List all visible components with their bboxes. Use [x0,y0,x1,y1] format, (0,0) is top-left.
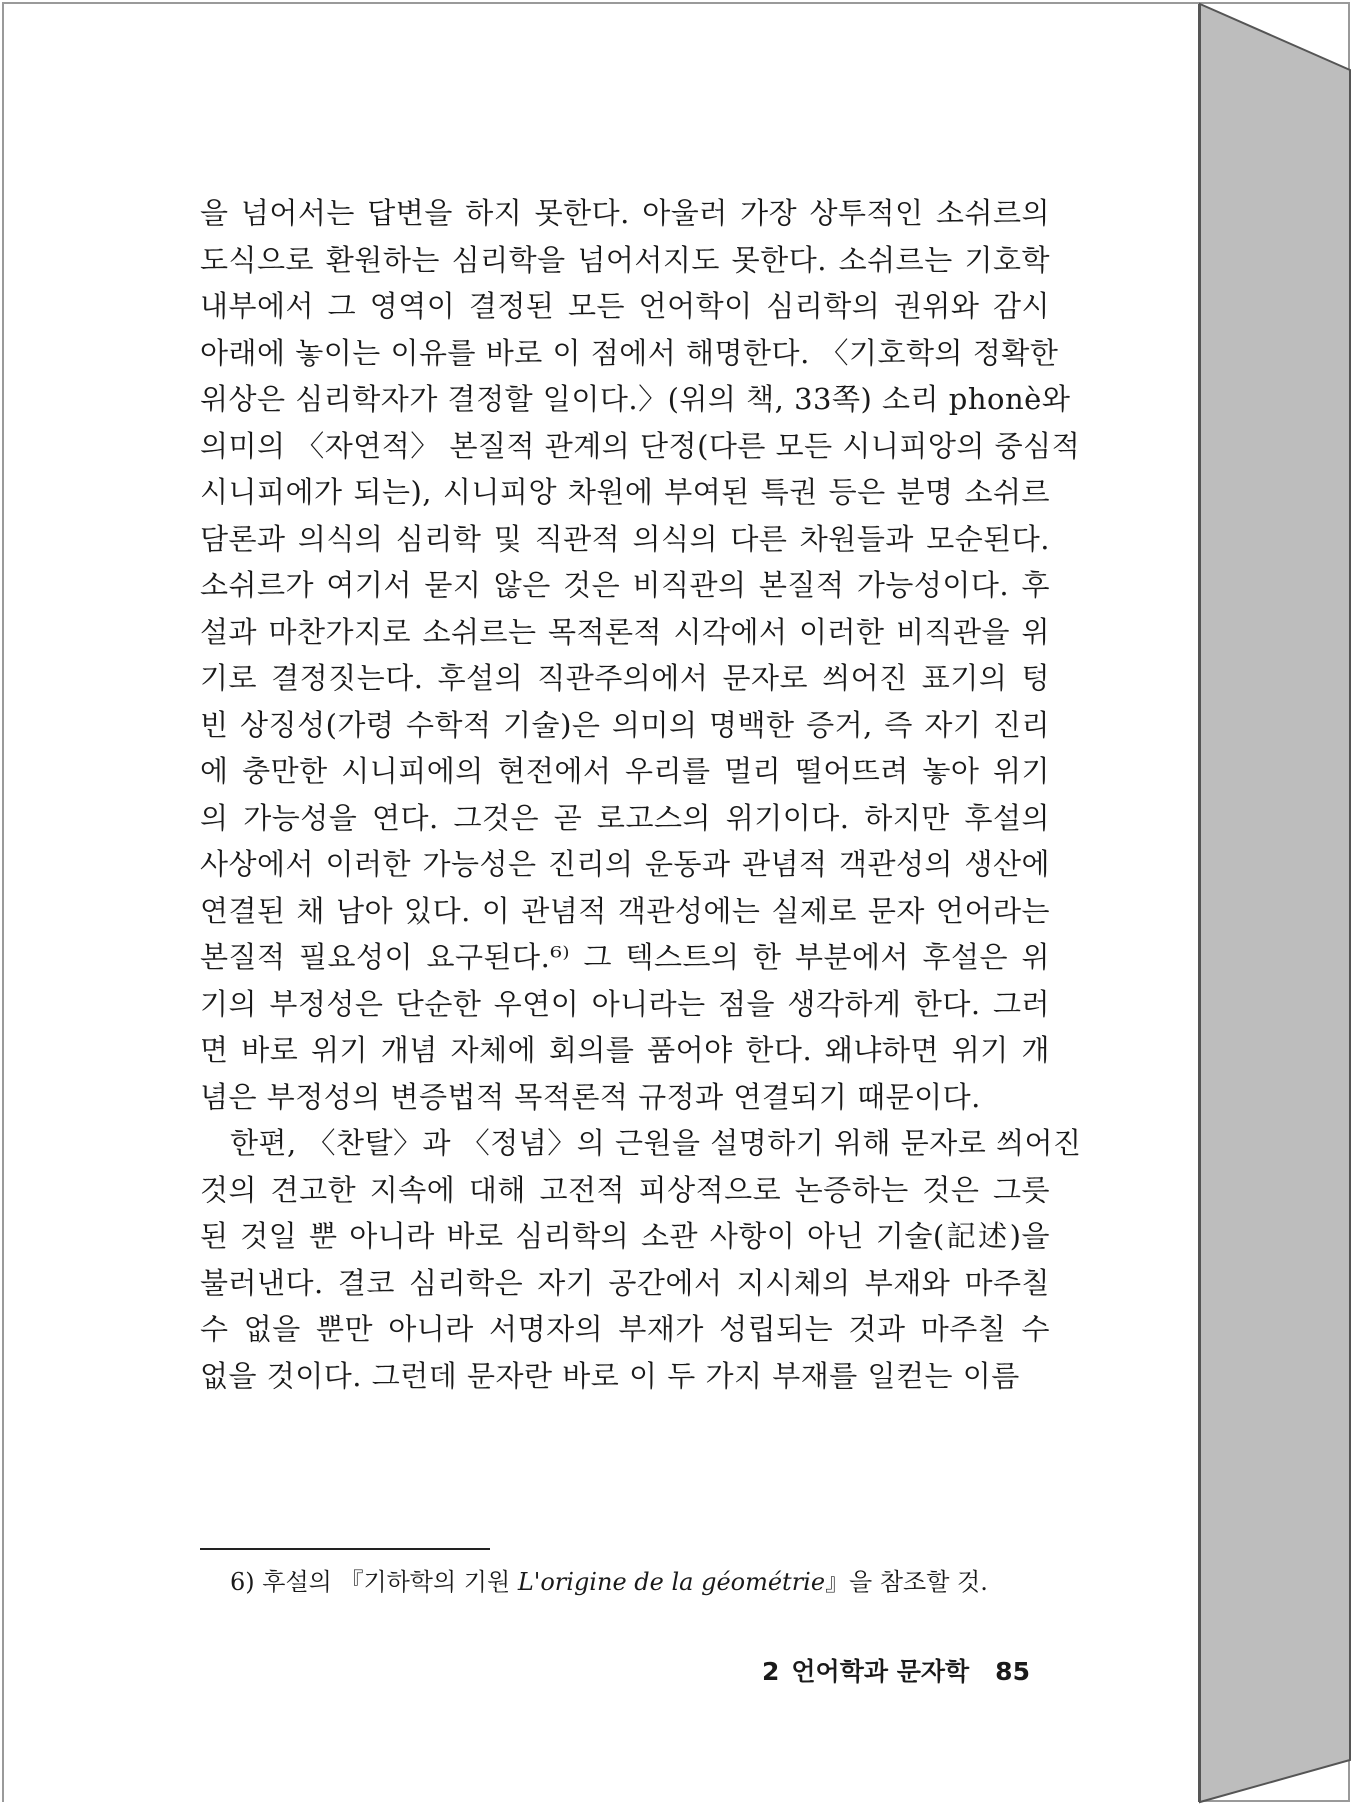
page-number: 85 [995,1657,1030,1686]
text-line: 에 충만한 시니피에의 현전에서 우리를 멀리 떨어뜨려 놓아 위기 [200,754,1050,788]
text-line: 념은 부정성의 변증법적 목적론적 규정과 연결되기 때문이다. [200,1079,981,1114]
text-line: 담론과 의식의 심리학 및 직관적 의식의 다른 차원들과 모순된다. [200,521,1050,556]
footnote [230,1562,988,1597]
text-line: 빈 상징성(가령 수학적 기술)은 의미의 명백한 증거, 즉 자기 진리 [200,707,1050,742]
text-line: 기로 결정짓는다. 후설의 직관주의에서 문자로 씌어진 표기의 텅 [200,661,1050,695]
text-line: 설과 마찬가지로 소쉬르는 목적론적 시각에서 이러한 비직관을 위 [200,614,1050,649]
text-line: 것의 견고한 지속에 대해 고전적 피상적으로 논증하는 것은 그릇 [200,1172,1050,1207]
text-line: 을 넘어서는 답변을 하지 못한다. 아울러 가장 상투적인 소쉬르의 [200,196,1050,230]
text-line: 사상에서 이러한 가능성은 진리의 운동과 관념적 객관성의 생산에 [200,847,1050,881]
body-paragraph [200,190,1082,1399]
text-line: 아래에 놓이는 이유를 바로 이 점에서 해명한다. 〈기호학의 정확한 [200,335,1059,370]
chapter-title: 언어학과 문자학 [791,1657,970,1686]
running-footer [762,1652,1030,1688]
text-line: 소쉬르가 여기서 묻지 않은 것은 비직관의 본질적 가능성이다. 후 [200,568,1050,602]
text-line: 한편, 〈찬탈〉과 〈정념〉의 근원을 설명하기 위해 문자로 씌어진 [230,1126,1082,1160]
footnote-suffix: 』을 참조할 것. [825,1568,988,1596]
footnote-divider [200,1548,490,1550]
text-line: 수 없을 뿐만 아니라 서명자의 부재가 성립되는 것과 마주칠 수 [200,1312,1050,1346]
text-line: 연결된 채 남아 있다. 이 관념적 객관성에는 실제로 문자 언어라는 [200,893,1050,928]
chapter-number: 2 [762,1657,780,1686]
footnote-italic-title: L'origine de la géométrie [517,1568,826,1596]
text-line: 면 바로 위기 개념 자체에 회의를 품어야 한다. 왜냐하면 위기 개 [200,1033,1050,1067]
text-line: 된 것일 뿐 아니라 바로 심리학의 소관 사항이 아닌 기술(記述)을 [200,1219,1050,1253]
text-line: 내부에서 그 영역이 결정된 모든 언어학이 심리학의 권위와 감시 [200,289,1050,323]
text-line: 불러낸다. 결코 심리학은 자기 공간에서 지시체의 부재와 마주칠 [200,1265,1050,1300]
text-line: 본질적 필요성이 요구된다.⁶⁾ 그 텍스트의 한 부분에서 후설은 위 [200,940,1050,974]
footnote-prefix: 6) 후설의 『기하학의 기원 [230,1568,518,1596]
text-line: 의미의 〈자연적〉 본질적 관계의 단정(다른 모든 시니피앙의 중심적 [200,428,1081,463]
text-line: 기의 부정성은 단순한 우연이 아니라는 점을 생각하게 한다. 그러 [200,986,1050,1021]
text-line: 시니피에가 되는), 시니피앙 차원에 부여된 특권 등은 분명 소쉬르 [200,475,1050,509]
text-line: 없을 것이다. 그런데 문자란 바로 이 두 가지 부재를 일컫는 이름 [200,1358,1020,1393]
text-line: 위상은 심리학자가 결정할 일이다.〉(위의 책, 33쪽) 소리 phonè와 [200,382,1071,416]
text-line: 도식으로 환원하는 심리학을 넘어서지도 못한다. 소쉬르는 기호학 [200,242,1050,277]
text-line: 의 가능성을 연다. 그것은 곧 로고스의 위기이다. 하지만 후설의 [200,800,1050,835]
